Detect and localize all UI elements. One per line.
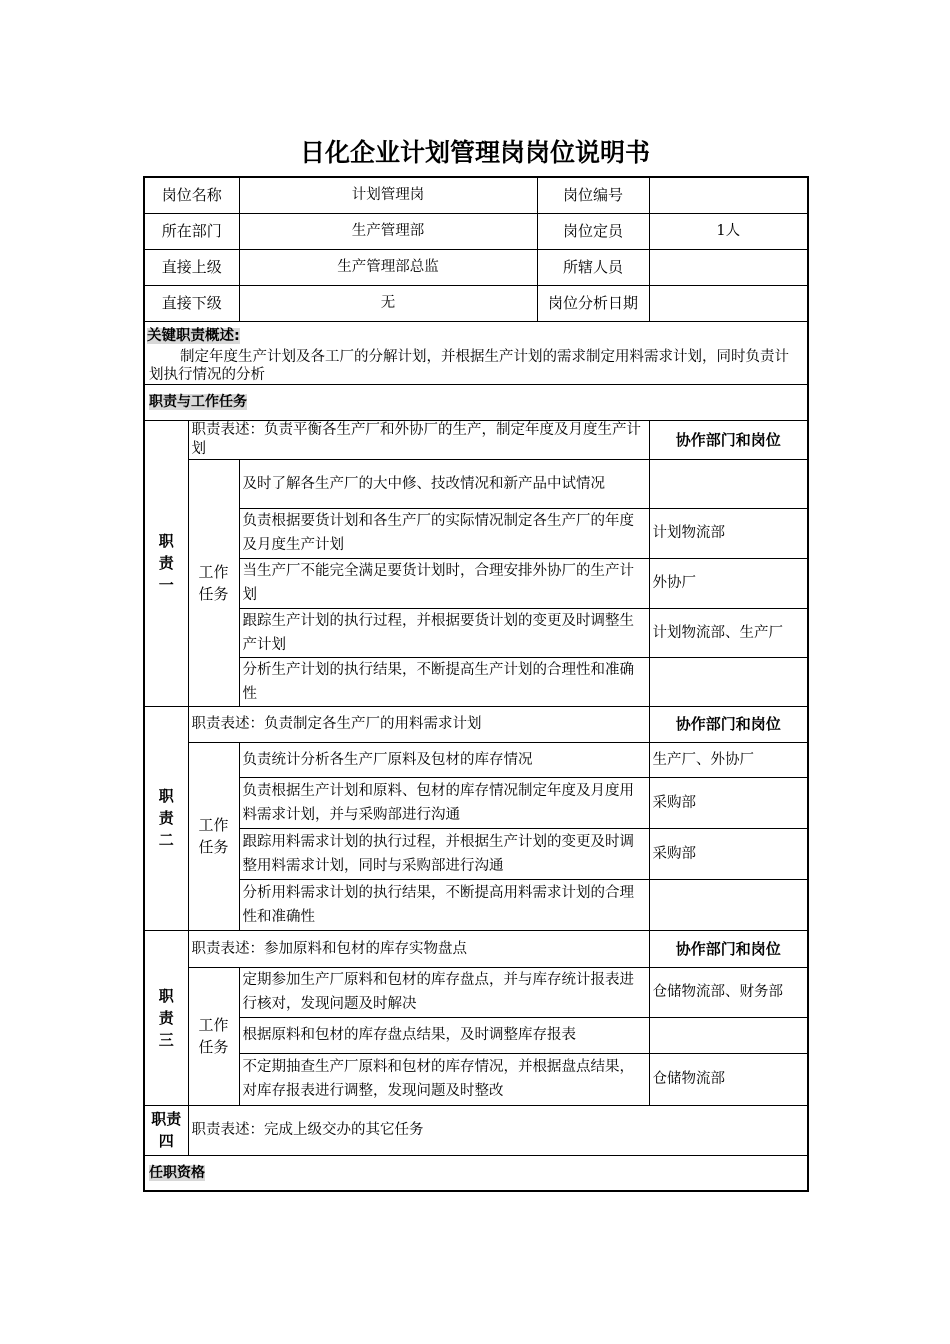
value-department: 生产管理部	[239, 213, 537, 249]
value-headcount: 1人	[649, 213, 808, 249]
label-superior: 直接上级	[144, 249, 239, 285]
info-row	[144, 249, 808, 285]
duty3-label: 职 责 三	[144, 930, 188, 1105]
duty3-collab-2	[649, 1017, 808, 1053]
summary-row	[144, 321, 808, 384]
label-staff: 所辖人员	[537, 249, 649, 285]
summary-text: 制定年度生产计划及各工厂的分解计划，并根据生产计划的需求制定用料需求计划，同时负责计划执行情况的分析	[149, 348, 789, 383]
job-description-table	[143, 176, 809, 1192]
duty2-task-1: 负责统计分析各生产厂原料及包材的库存情况	[239, 742, 649, 777]
label-analysis-date: 岗位分析日期	[537, 285, 649, 321]
duty2-collab-2: 采购部	[649, 777, 808, 828]
duty1-collab-3: 外协厂	[649, 558, 808, 608]
duty2-task-label: 工作 任务	[188, 742, 239, 930]
label-headcount: 岗位定员	[537, 213, 649, 249]
duty3-task-3: 不定期抽查生产厂原料和包材的库存情况，并根据盘点结果，对库存报表进行调整，发现问题及时整改	[239, 1053, 649, 1105]
duty1-collab-header: 协作部门和岗位	[649, 420, 808, 459]
duty3-task-1: 定期参加生产厂原料和包材的库存盘点，并与库存统计报表进行核对，发现问题及时解决	[239, 967, 649, 1017]
duty1-task-1: 及时了解各生产厂的大中修、技改情况和新产品中试情况	[239, 459, 649, 508]
duty3-collab-3: 仓储物流部	[649, 1053, 808, 1105]
duty2-collab-header: 协作部门和岗位	[649, 706, 808, 742]
duty2-label: 职 责 二	[144, 706, 188, 930]
duty2-task-4: 分析用料需求计划的执行结果，不断提高用料需求计划的合理性和准确性	[239, 879, 649, 930]
duty1-label: 职 责 一	[144, 420, 188, 706]
value-analysis-date	[649, 285, 808, 321]
duty3-collab-1: 仓储物流部、财务部	[649, 967, 808, 1017]
label-department: 所在部门	[144, 213, 239, 249]
section-row	[144, 1155, 808, 1191]
duty1-collab-2: 计划物流部	[649, 508, 808, 558]
duty1-collab-4: 计划物流部、生产厂	[649, 608, 808, 657]
duty3-collab-header: 协作部门和岗位	[649, 930, 808, 967]
duty1-task-5: 分析生产计划的执行结果，不断提高生产计划的合理性和准确性	[239, 657, 649, 706]
duty1-task-2: 负责根据要货计划和各生产厂的实际情况制定各生产厂的年度及月度生产计划	[239, 508, 649, 558]
summary-heading: 关键职责概述:	[147, 327, 240, 344]
duty2-collab-1: 生产厂、外协厂	[649, 742, 808, 777]
info-row	[144, 285, 808, 321]
info-row	[144, 213, 808, 249]
label-subordinate: 直接下级	[144, 285, 239, 321]
page-title: 日化企业计划管理岗岗位说明书	[299, 138, 650, 167]
duty1-task-4: 跟踪生产计划的执行过程，并根据要货计划的变更及时调整生产计划	[239, 608, 649, 657]
duty1-statement: 职责表述：负责平衡各生产厂和外协厂的生产，制定年度及月度生产计划	[188, 420, 649, 459]
duty4-label: 职责 四	[144, 1105, 188, 1155]
duty1-task-3: 当生产厂不能完全满足要货计划时，合理安排外协厂的生产计划	[239, 558, 649, 608]
duty3-task-2: 根据原料和包材的库存盘点结果，及时调整库存报表	[239, 1017, 649, 1053]
value-superior: 生产管理部总监	[239, 249, 537, 285]
duty2-task-3: 跟踪用料需求计划的执行过程，并根据生产计划的变更及时调整用料需求计划，同时与采购部进行沟通	[239, 828, 649, 879]
value-subordinate: 无	[239, 285, 537, 321]
duties-heading: 职责与工作任务	[149, 394, 247, 410]
duty3-statement: 职责表述：参加原料和包材的库存实物盘点	[188, 930, 649, 967]
duty1-task-label: 工作 任务	[188, 459, 239, 706]
value-staff	[649, 249, 808, 285]
value-position-no	[649, 177, 808, 213]
duty2-collab-4	[649, 879, 808, 930]
label-position-no: 岗位编号	[537, 177, 649, 213]
duty4-statement: 职责表述：完成上级交办的其它任务	[188, 1105, 808, 1155]
info-row	[144, 177, 808, 213]
section-row	[144, 384, 808, 420]
qualification-heading: 任职资格	[149, 1164, 205, 1181]
duty1-collab-1	[649, 459, 808, 508]
duty1-collab-5	[649, 657, 808, 706]
value-position-name: 计划管理岗	[239, 177, 537, 213]
duty3-task-label: 工作 任务	[188, 967, 239, 1105]
duty2-task-2: 负责根据生产计划和原料、包材的库存情况制定年度及月度用料需求计划，并与采购部进行沟通	[239, 777, 649, 828]
duty2-statement: 职责表述：负责制定各生产厂的用料需求计划	[188, 706, 649, 742]
label-position-name: 岗位名称	[144, 177, 239, 213]
duty2-collab-3: 采购部	[649, 828, 808, 879]
